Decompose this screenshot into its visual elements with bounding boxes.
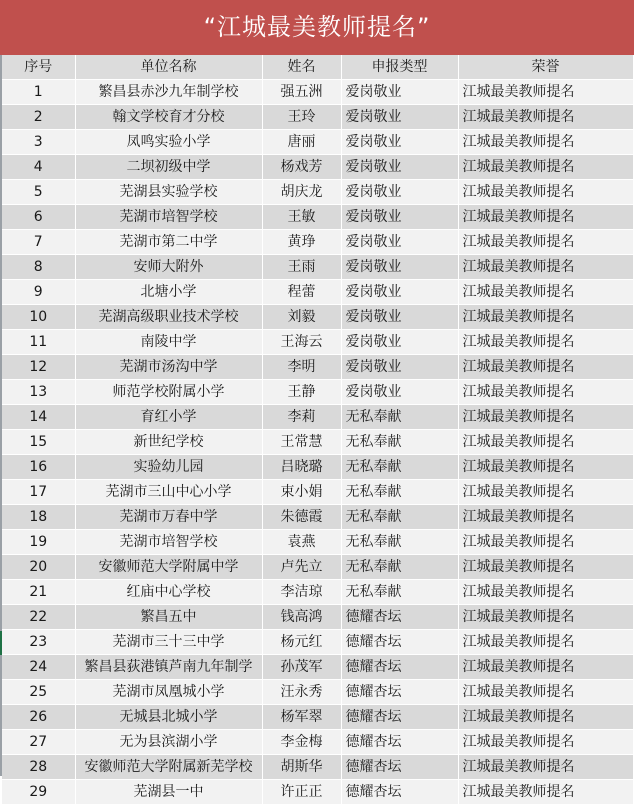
cell-name[interactable]: 卢先立 bbox=[262, 555, 341, 580]
cell-unit[interactable]: 芜湖市万春中学 bbox=[75, 505, 262, 530]
cell-honor[interactable]: 江城最美教师提名 bbox=[458, 130, 633, 155]
cell-type[interactable]: 无私奉献 bbox=[341, 455, 458, 480]
table-row bbox=[2, 780, 633, 805]
cell-name[interactable]: 胡庆龙 bbox=[262, 180, 341, 205]
cell-type[interactable]: 爱岗敬业 bbox=[341, 80, 458, 105]
cell-type[interactable]: 德耀杏坛 bbox=[341, 755, 458, 780]
header-cell-honor[interactable]: 荣誉 bbox=[458, 55, 633, 80]
cell-type[interactable]: 无私奉献 bbox=[341, 430, 458, 455]
header-cell-name[interactable]: 姓名 bbox=[262, 55, 341, 80]
header-cell-unit[interactable]: 单位名称 bbox=[75, 55, 262, 80]
cell-unit[interactable]: 芜湖市培智学校 bbox=[75, 530, 262, 555]
table-row bbox=[2, 130, 633, 155]
table-row bbox=[2, 580, 633, 605]
cell-name[interactable]: 黄琤 bbox=[262, 230, 341, 255]
table-row bbox=[2, 755, 633, 780]
table-row bbox=[2, 105, 633, 130]
table-row bbox=[2, 680, 633, 705]
cell-honor[interactable]: 江城最美教师提名 bbox=[458, 630, 633, 655]
cell-index[interactable]: 25 bbox=[2, 680, 75, 705]
cell-unit[interactable]: 芜湖市第二中学 bbox=[75, 230, 262, 255]
cell-unit[interactable]: 安徽师范大学附属新芜学校 bbox=[75, 755, 262, 780]
cell-honor[interactable]: 江城最美教师提名 bbox=[458, 230, 633, 255]
cell-honor[interactable]: 江城最美教师提名 bbox=[458, 205, 633, 230]
cell-name[interactable]: 杨戏芳 bbox=[262, 155, 341, 180]
table-body bbox=[2, 80, 633, 805]
cell-type[interactable]: 爱岗敬业 bbox=[341, 180, 458, 205]
table-row bbox=[2, 455, 633, 480]
cell-name[interactable]: 钱高鸿 bbox=[262, 605, 341, 630]
cell-type[interactable]: 德耀杏坛 bbox=[341, 730, 458, 755]
cell-index[interactable]: 7 bbox=[2, 230, 75, 255]
table-row bbox=[2, 205, 633, 230]
cell-name[interactable]: 束小娟 bbox=[262, 480, 341, 505]
cell-name[interactable]: 程蕾 bbox=[262, 280, 341, 305]
cell-unit[interactable]: 育红小学 bbox=[75, 405, 262, 430]
cell-type[interactable]: 爱岗敬业 bbox=[341, 355, 458, 380]
cell-name[interactable]: 孙茂军 bbox=[262, 655, 341, 680]
cell-index[interactable]: 2 bbox=[2, 105, 75, 130]
cell-index[interactable]: 1 bbox=[2, 80, 75, 105]
cell-type[interactable]: 爱岗敬业 bbox=[341, 105, 458, 130]
cell-unit[interactable]: 繁昌县赤沙九年制学校 bbox=[75, 80, 262, 105]
cell-unit[interactable]: 新世纪学校 bbox=[75, 430, 262, 455]
cell-honor[interactable]: 江城最美教师提名 bbox=[458, 655, 633, 680]
cell-name[interactable]: 王海云 bbox=[262, 330, 341, 355]
cell-unit[interactable]: 芜湖市凤凰城小学 bbox=[75, 680, 262, 705]
cell-unit[interactable]: 芜湖市三山中心小学 bbox=[75, 480, 262, 505]
cell-honor[interactable]: 江城最美教师提名 bbox=[458, 280, 633, 305]
cell-unit[interactable]: 北塘小学 bbox=[75, 280, 262, 305]
cell-honor[interactable]: 江城最美教师提名 bbox=[458, 180, 633, 205]
cell-type[interactable]: 无私奉献 bbox=[341, 555, 458, 580]
header-row bbox=[2, 55, 633, 80]
table-row bbox=[2, 255, 633, 280]
cell-type[interactable]: 德耀杏坛 bbox=[341, 655, 458, 680]
cell-unit[interactable]: 安徽师范大学附属中学 bbox=[75, 555, 262, 580]
cell-index[interactable]: 16 bbox=[2, 455, 75, 480]
cell-unit[interactable]: 无城县北城小学 bbox=[75, 705, 262, 730]
cell-index[interactable]: 15 bbox=[2, 430, 75, 455]
cell-index[interactable]: 18 bbox=[2, 505, 75, 530]
cell-honor[interactable]: 江城最美教师提名 bbox=[458, 105, 633, 130]
cell-name[interactable]: 杨军翠 bbox=[262, 705, 341, 730]
table-row bbox=[2, 180, 633, 205]
cell-name[interactable]: 袁燕 bbox=[262, 530, 341, 555]
table-row bbox=[2, 480, 633, 505]
cell-honor[interactable]: 江城最美教师提名 bbox=[458, 680, 633, 705]
cell-name[interactable]: 王雨 bbox=[262, 255, 341, 280]
cell-name[interactable]: 王静 bbox=[262, 380, 341, 405]
cell-index[interactable]: 26 bbox=[2, 705, 75, 730]
table-row bbox=[2, 505, 633, 530]
cell-name[interactable]: 李明 bbox=[262, 355, 341, 380]
cell-name[interactable]: 王常慧 bbox=[262, 430, 341, 455]
cell-name[interactable]: 刘毅 bbox=[262, 305, 341, 330]
cell-index[interactable]: 28 bbox=[2, 755, 75, 780]
cell-type[interactable]: 爱岗敬业 bbox=[341, 330, 458, 355]
cell-index[interactable]: 11 bbox=[2, 330, 75, 355]
cell-index[interactable]: 22 bbox=[2, 605, 75, 630]
cell-index[interactable]: 5 bbox=[2, 180, 75, 205]
cell-honor[interactable]: 江城最美教师提名 bbox=[458, 155, 633, 180]
cell-type[interactable]: 德耀杏坛 bbox=[341, 630, 458, 655]
table-row bbox=[2, 305, 633, 330]
cell-honor[interactable]: 江城最美教师提名 bbox=[458, 480, 633, 505]
cell-name[interactable]: 唐丽 bbox=[262, 130, 341, 155]
cell-unit[interactable]: 繁昌县荻港镇芦南九年制学 bbox=[75, 655, 262, 680]
table-row bbox=[2, 380, 633, 405]
cell-index[interactable]: 4 bbox=[2, 155, 75, 180]
cell-index[interactable]: 27 bbox=[2, 730, 75, 755]
table-row bbox=[2, 605, 633, 630]
header-cell-type[interactable]: 申报类型 bbox=[341, 55, 458, 80]
table-row bbox=[2, 330, 633, 355]
cell-honor[interactable]: 江城最美教师提名 bbox=[458, 705, 633, 730]
cell-index[interactable]: 8 bbox=[2, 255, 75, 280]
table-row bbox=[2, 405, 633, 430]
cell-honor[interactable]: 江城最美教师提名 bbox=[458, 380, 633, 405]
table-row bbox=[2, 630, 633, 655]
cell-honor[interactable]: 江城最美教师提名 bbox=[458, 80, 633, 105]
cell-unit[interactable]: 实验幼儿园 bbox=[75, 455, 262, 480]
cell-honor[interactable]: 江城最美教师提名 bbox=[458, 330, 633, 355]
cell-index[interactable]: 12 bbox=[2, 355, 75, 380]
sheet-title[interactable]: “江城最美教师提名” bbox=[0, 0, 634, 55]
table-row bbox=[2, 655, 633, 680]
cell-honor[interactable]: 江城最美教师提名 bbox=[458, 605, 633, 630]
cell-type[interactable]: 爱岗敬业 bbox=[341, 230, 458, 255]
header-cell-index[interactable]: 序号 bbox=[2, 55, 75, 80]
cell-type[interactable]: 无私奉献 bbox=[341, 530, 458, 555]
cell-index[interactable]: 20 bbox=[2, 555, 75, 580]
cell-honor[interactable]: 江城最美教师提名 bbox=[458, 580, 633, 605]
cell-unit[interactable]: 芜湖县一中 bbox=[75, 780, 262, 805]
cell-name[interactable]: 强五洲 bbox=[262, 80, 341, 105]
cell-index[interactable]: 21 bbox=[2, 580, 75, 605]
table-row bbox=[2, 730, 633, 755]
cell-type[interactable]: 爱岗敬业 bbox=[341, 380, 458, 405]
table-row bbox=[2, 530, 633, 555]
cell-index[interactable]: 10 bbox=[2, 305, 75, 330]
cell-name[interactable]: 李金梅 bbox=[262, 730, 341, 755]
cell-honor[interactable]: 江城最美教师提名 bbox=[458, 555, 633, 580]
cell-type[interactable]: 德耀杏坛 bbox=[341, 605, 458, 630]
cell-type[interactable]: 爱岗敬业 bbox=[341, 155, 458, 180]
cell-type[interactable]: 德耀杏坛 bbox=[341, 705, 458, 730]
cell-unit[interactable]: 师范学校附属小学 bbox=[75, 380, 262, 405]
cell-index[interactable]: 23 bbox=[2, 630, 75, 655]
cell-name[interactable]: 吕晓璐 bbox=[262, 455, 341, 480]
cell-name[interactable]: 李莉 bbox=[262, 405, 341, 430]
table-row bbox=[2, 430, 633, 455]
cell-name[interactable]: 李洁琼 bbox=[262, 580, 341, 605]
table-row bbox=[2, 555, 633, 580]
cell-index[interactable]: 19 bbox=[2, 530, 75, 555]
cell-index[interactable]: 14 bbox=[2, 405, 75, 430]
cell-type[interactable]: 爱岗敬业 bbox=[341, 205, 458, 230]
cell-honor[interactable]: 江城最美教师提名 bbox=[458, 755, 633, 780]
cell-type[interactable]: 爱岗敬业 bbox=[341, 255, 458, 280]
cell-unit[interactable]: 芜湖市培智学校 bbox=[75, 205, 262, 230]
cell-honor[interactable]: 江城最美教师提名 bbox=[458, 430, 633, 455]
cell-honor[interactable]: 江城最美教师提名 bbox=[458, 455, 633, 480]
cell-unit[interactable]: 芜湖县实验学校 bbox=[75, 180, 262, 205]
cell-index[interactable]: 17 bbox=[2, 480, 75, 505]
cell-type[interactable]: 无私奉献 bbox=[341, 405, 458, 430]
cell-name[interactable]: 王玲 bbox=[262, 105, 341, 130]
cell-index[interactable]: 3 bbox=[2, 130, 75, 155]
cell-honor[interactable]: 江城最美教师提名 bbox=[458, 255, 633, 280]
cell-index[interactable]: 29 bbox=[2, 780, 75, 805]
cell-honor[interactable]: 江城最美教师提名 bbox=[458, 355, 633, 380]
cell-unit[interactable]: 红庙中心学校 bbox=[75, 580, 262, 605]
cell-type[interactable]: 爱岗敬业 bbox=[341, 130, 458, 155]
cell-honor[interactable]: 江城最美教师提名 bbox=[458, 405, 633, 430]
cell-unit[interactable]: 芜湖高级职业技术学校 bbox=[75, 305, 262, 330]
table-row bbox=[2, 280, 633, 305]
cell-index[interactable]: 24 bbox=[2, 655, 75, 680]
cell-type[interactable]: 爱岗敬业 bbox=[341, 305, 458, 330]
cell-unit[interactable]: 翰文学校育才分校 bbox=[75, 105, 262, 130]
cell-index[interactable]: 6 bbox=[2, 205, 75, 230]
cell-type[interactable]: 爱岗敬业 bbox=[341, 280, 458, 305]
cell-type[interactable]: 无私奉献 bbox=[341, 505, 458, 530]
cell-unit[interactable]: 凤鸣实验小学 bbox=[75, 130, 262, 155]
table-row bbox=[2, 705, 633, 730]
cell-type[interactable]: 无私奉献 bbox=[341, 580, 458, 605]
cell-name[interactable]: 汪永秀 bbox=[262, 680, 341, 705]
cell-unit[interactable]: 二坝初级中学 bbox=[75, 155, 262, 180]
cell-name[interactable]: 王敏 bbox=[262, 205, 341, 230]
cell-unit[interactable]: 南陵中学 bbox=[75, 330, 262, 355]
cell-type[interactable]: 德耀杏坛 bbox=[341, 780, 458, 805]
cell-name[interactable]: 胡斯华 bbox=[262, 755, 341, 780]
cell-type[interactable]: 无私奉献 bbox=[341, 480, 458, 505]
cell-honor[interactable]: 江城最美教师提名 bbox=[458, 730, 633, 755]
cell-index[interactable]: 9 bbox=[2, 280, 75, 305]
table-row bbox=[2, 230, 633, 255]
cell-unit[interactable]: 芜湖市三十三中学 bbox=[75, 630, 262, 655]
cell-unit[interactable]: 无为县滨湖小学 bbox=[75, 730, 262, 755]
cell-type[interactable]: 德耀杏坛 bbox=[341, 680, 458, 705]
cell-unit[interactable]: 芜湖市汤沟中学 bbox=[75, 355, 262, 380]
cell-name[interactable]: 朱德霞 bbox=[262, 505, 341, 530]
cell-unit[interactable]: 安师大附外 bbox=[75, 255, 262, 280]
table-row bbox=[2, 80, 633, 105]
cell-honor[interactable]: 江城最美教师提名 bbox=[458, 780, 633, 805]
cell-name[interactable]: 杨元红 bbox=[262, 630, 341, 655]
nominee-table bbox=[2, 55, 634, 805]
cell-honor[interactable]: 江城最美教师提名 bbox=[458, 530, 633, 555]
cell-name[interactable]: 许正正 bbox=[262, 780, 341, 805]
table-row bbox=[2, 355, 633, 380]
cell-honor[interactable]: 江城最美教师提名 bbox=[458, 505, 633, 530]
cell-index[interactable]: 13 bbox=[2, 380, 75, 405]
table-row bbox=[2, 155, 633, 180]
cell-unit[interactable]: 繁昌五中 bbox=[75, 605, 262, 630]
cell-honor[interactable]: 江城最美教师提名 bbox=[458, 305, 633, 330]
